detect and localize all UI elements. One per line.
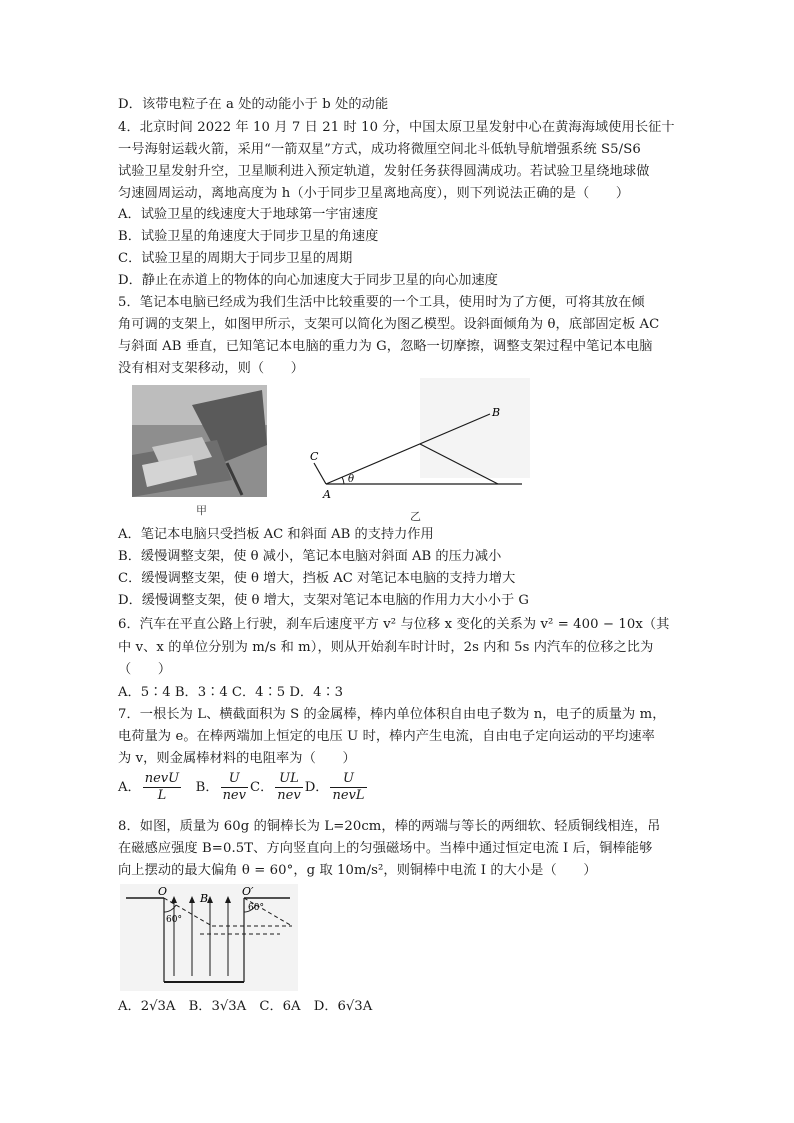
q4-option-d: D．静止在赤道上的物体的向心加速度大于同步卫星的向心加速度 (118, 273, 498, 288)
angle-label-left: 60° (166, 915, 182, 925)
q5-option-c: C．缓慢调整支架，使 θ 增大，挡板 AC 对笔记本电脑的支持力增大 (118, 571, 516, 586)
q5-stem-line-1: 5．笔记本电脑已经成为我们生活中比较重要的一个工具，使用时为了方便，可将其放在倾 (118, 295, 645, 310)
label-A: A (323, 488, 331, 501)
fig-caption-yi: 乙 (410, 510, 421, 523)
q5-option-a: A．笔记本电脑只受挡板 AC 和斜面 AB 的支持力作用 (118, 527, 434, 542)
fig-caption-jia: 甲 (196, 504, 207, 517)
q4-option-b: B．试验卫星的角速度大于同步卫星的角速度 (118, 229, 379, 244)
q7-option-d-label: D． (304, 780, 329, 795)
q7-option-c-label: C． (249, 780, 274, 795)
label-theta: θ (348, 474, 355, 485)
q7-option-a-label: A． (118, 780, 141, 795)
q5-stem-line-4: 没有相对支架移动，则（ ） (118, 361, 305, 376)
q5-option-b: B．缓慢调整支架，使 θ 减小，笔记本电脑对斜面 AB 的压力减小 (118, 549, 502, 564)
q7-d-numerator: U (330, 771, 366, 788)
q6-options: A．5∶4 B．3∶4 C．4∶5 D．4∶3 (118, 685, 344, 700)
q7-b-denominator: nev (222, 788, 246, 803)
q4-option-c: C．试验卫星的周期大于同步卫星的周期 (118, 251, 353, 266)
laptop-photo-drawing (132, 385, 267, 497)
label-O: O (158, 885, 168, 898)
q7-a-denominator: L (157, 788, 167, 803)
label-C: C (310, 450, 319, 463)
q6-stem-line-2: 中 v、x 的单位分别为 m/s 和 m），则从开始刹车时计时，2s 内和 5s 内汽车的位移之比为 (118, 640, 654, 655)
q7-option-a-fraction (143, 771, 181, 804)
q7-c-numerator: UL (275, 771, 302, 788)
q7-option-d-fraction (330, 771, 366, 804)
q8-stem-line-3: 向上摆动的最大偏角 θ = 60°，g 取 10m/s²，则铜棒中电流 I 的大小是（ ） (118, 863, 597, 878)
q7-stem-line-2: 电荷量为 e。在棒两端加上恒定的电压 U 时，棒内产生电流，自由电子定向运动的平均速率 (118, 729, 655, 744)
angle-label-right: 60° (248, 903, 264, 913)
q7-options (118, 770, 369, 806)
q6-stem-line-3: （ ） (118, 662, 172, 677)
copper-rod-diagram (120, 884, 298, 991)
stand-model-diagram (300, 378, 530, 523)
q4-stem-line-3: 试验卫星发射升空，卫星顺利进入预定轨道，发射任务获得圆满成功。若试验卫星绕地球做 (118, 164, 650, 179)
q7-d-denominator: nevL (332, 788, 365, 803)
q7-option-b-fraction (221, 771, 248, 804)
q6-stem-line-1: 6．汽车在平直公路上行驶，刹车后速度平方 v² 与位移 x 变化的关系为 v² = 400 − 10x（其 (118, 617, 670, 632)
q7-option-c-fraction (275, 771, 302, 804)
label-O-prime: O′ (242, 885, 254, 898)
q7-a-numerator: nevU (144, 771, 180, 786)
q5-option-d: D．缓慢调整支架，使 θ 增大，支架对笔记本电脑的作用力大小小于 G (118, 593, 529, 608)
q7-b-numerator: U (221, 771, 248, 788)
q7-stem-line-3: 为 v，则金属棒材料的电阻率为（ ） (118, 751, 356, 766)
q5-stem-line-2: 角可调的支架上，如图甲所示，支架可以简化为图乙模型。设斜面倾角为 θ，底部固定板 AC (118, 317, 660, 332)
label-B-field: B (200, 892, 209, 905)
q4-stem-line-4: 匀速圆周运动，离地高度为 h（小于同步卫星离地高度），则下列说法正确的是（ ） (118, 186, 630, 201)
q7-stem-line-1: 7．一根长为 L、横截面积为 S 的金属棒，棒内单位体积自由电子数为 n，电子的质量为 m， (118, 707, 666, 722)
laptop-stand-photo (132, 385, 267, 497)
q4-stem-line-1: 4．北京时间 2022 年 10 月 7 日 21 时 10 分，中国太原卫星发射中心在黄海海域使用长征十 (118, 120, 675, 135)
q5-stem-line-3: 与斜面 AB 垂直，已知笔记本电脑的重力为 G，忽略一切摩擦，调整支架过程中笔记本电脑 (118, 339, 653, 354)
q7-c-denominator: nev (277, 788, 301, 803)
q4-stem-line-2: 一号海射运载火箭，采用“一箭双星”方式，成功将微厘空间北斗低轨导航增强系统 S5/S6 (118, 142, 641, 157)
q8-stem-line-2: 在磁感应强度 B=0.5T、方向竖直向上的匀强磁场中。当棒中通过恒定电流 I 后，铜棒能够 (118, 841, 653, 856)
q4-option-a: A．试验卫星的线速度大于地球第一宇宙速度 (118, 207, 379, 222)
q8-stem-line-1: 8．如图，质量为 60g 的铜棒长为 L=20cm，棒的两端与等长的两细软、轻质铜线相连，吊 (118, 819, 661, 834)
q8-options: A．2√3A B．3√3A C．6A D．6√3A (118, 999, 373, 1014)
q7-option-b-label: B． (195, 780, 219, 795)
label-B: B (492, 406, 501, 419)
q3-option-d: D．该带电粒子在 a 处的动能小于 b 处的动能 (118, 97, 389, 112)
